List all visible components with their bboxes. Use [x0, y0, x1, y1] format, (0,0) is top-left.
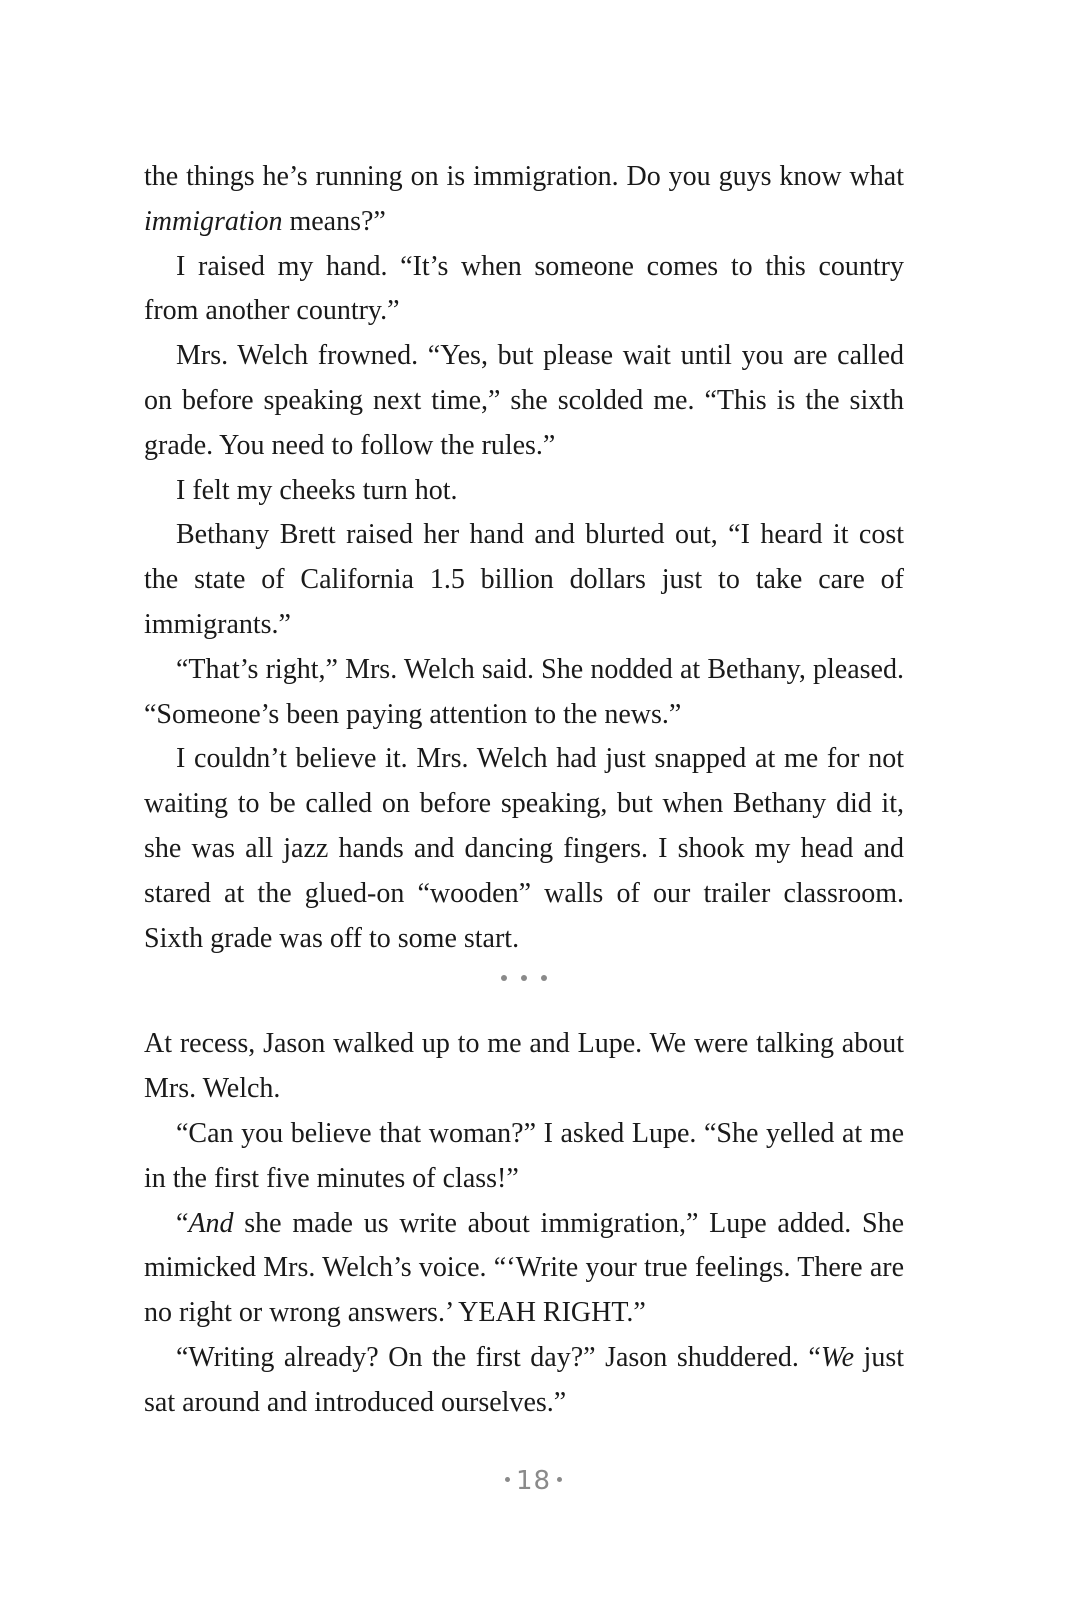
paragraph-text: I felt my cheeks turn hot.: [176, 474, 458, 506]
paragraph-text: she made us write about immigration,” Lupe added. She mimicked Mrs. Welch’s voice. “‘Write your true feelings. There are no right or wrong answers.’ YEAH RIGHT.”: [144, 1207, 904, 1329]
paragraph: [144, 245, 904, 335]
paragraph: [144, 1336, 904, 1426]
italic-text: immigration: [144, 205, 283, 237]
paragraph-text: means?”: [282, 205, 386, 237]
italic-text: And: [188, 1207, 234, 1239]
italic-text: We: [820, 1341, 855, 1373]
paragraph: [144, 648, 904, 738]
paragraph-text: “: [176, 1207, 189, 1239]
paragraph: [144, 1202, 904, 1336]
paragraph-text: “Writing already? On the first day?” Jason shuddered. “: [176, 1341, 821, 1373]
paragraph: [144, 737, 904, 961]
paragraph: [144, 513, 904, 647]
paragraph: [144, 469, 904, 514]
page-number-dot: [505, 1477, 510, 1482]
paragraph: [144, 1112, 904, 1202]
page-body: [144, 155, 904, 1426]
page-number-dot: [557, 1477, 562, 1482]
paragraph: [144, 1022, 904, 1112]
section-break-dot: [521, 975, 527, 981]
paragraph-text: At recess, Jason walked up to me and Lupe. We were talking about Mrs. Welch.: [144, 1028, 904, 1105]
section-break: [144, 965, 904, 1018]
paragraph-text: I couldn’t believe it. Mrs. Welch had just snapped at me for not waiting to be called on before speaking, but when Bethany did it, she was all jazz hands and dancing fingers. I shook my head and stared at the glued-on “wooden” walls of our trailer classroom. Sixth grade was off to some start.: [144, 743, 904, 954]
paragraph-text: “Can you believe that woman?” I asked Lupe. “She yelled at me in the first five minutes of class!”: [144, 1117, 904, 1194]
paragraph: [144, 155, 904, 245]
paragraph: [144, 334, 904, 468]
section-break-dot: [501, 975, 507, 981]
paragraph-text: I raised my hand. “It’s when someone comes to this country from another country.”: [144, 250, 904, 327]
paragraph-text: Bethany Brett raised her hand and blurted out, “I heard it cost the state of California 1.5 billion dollars just to take care of immigrants.”: [144, 519, 904, 640]
text-section-after-break: [144, 1022, 904, 1425]
text-section-before-break: [144, 155, 904, 961]
paragraph-text: Mrs. Welch frowned. “Yes, but please wait until you are called on before speaking next time,” she scolded me. “This is the sixth grade. You need to follow the rules.”: [144, 340, 904, 461]
section-break-dot: [541, 975, 547, 981]
paragraph-text: the things he’s running on is immigration. Do you guys know what: [144, 161, 904, 192]
page-number: 18: [515, 1466, 552, 1496]
paragraph-text: just sat around and introduced ourselves.”: [144, 1341, 904, 1418]
page-footer: [0, 1466, 1067, 1496]
paragraph-text: “That’s right,” Mrs. Welch said. She nodded at Bethany, pleased. “Someone’s been paying attention to the news.”: [144, 653, 904, 730]
